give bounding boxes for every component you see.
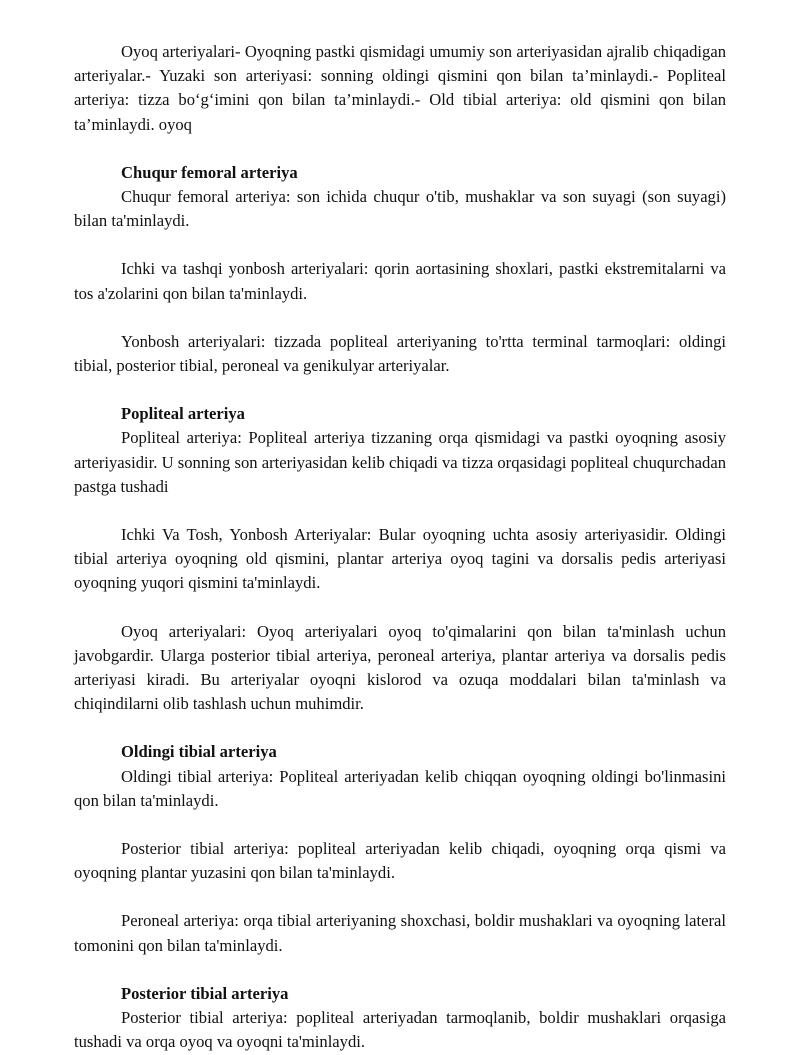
paragraph-oldingi-tibial: Oldingi tibial arteriya: Popliteal arteriyadan kelib chiqqan oyoqning oldingi bo'linmasini qon bilan ta'minlaydi. [74, 766, 726, 810]
heading-popliteal-arteriya: Popliteal arteriya [121, 404, 245, 424]
heading-chuqur-femoral-arteriya: Chuqur femoral arteriya [121, 162, 298, 182]
paragraph-ichki-tashqi-yonbosh: Ichki va tashqi yonbosh arteriyalari: qorin aortasining shoxlari, pastki ekstremitalarni va tos a'zolarini qon bilan ta'minlaydi. [74, 259, 726, 303]
paragraph-posterior-tibial: Posterior tibial arteriya: popliteal arteriyadan kelib chiqadi, oyoqning orqa qismi va oyoqning plantar yuzasini qon bilan ta'minlaydi. [74, 839, 726, 883]
paragraph-ichki-va-tosh: Ichki Va Tosh, Yonbosh Arteriyalar: Bular oyoqning uchta asosiy arteriyasidir. Oldingi tibial arteriya oyoqning old qismini, plantar arteriya oyoq tagini va dorsalis pedis arteriyasi oyoqning yuqori qismini ta'minlaydi. [74, 525, 726, 593]
paragraph-peroneal: Peroneal arteriya: orqa tibial arteriyaning shoxchasi, boldir mushaklari va oyoqning lateral tomonini qon bilan ta'minlaydi. [74, 911, 726, 955]
heading-posterior-tibial-arteriya: Posterior tibial arteriya [121, 983, 289, 1003]
paragraph-yonbosh-arteriyalari: Yonbosh arteriyalari: tizzada popliteal arteriyaning to'rtta terminal tarmoqlari: oldingi tibial, posterior tibial, peroneal va genikulyar arteriyalar. [74, 331, 726, 376]
document-page [74, 40, 726, 1055]
paragraph-chuqur-femoral: Chuqur femoral arteriya: son ichida chuqur o'tib, mushaklar va son suyagi (son suyagi) bilan ta'minlaydi. [74, 187, 726, 231]
paragraph-oyoq-arteriyalari: Oyoq arteriyalari: Oyoq arteriyalari oyoq to'qimalarini qon bilan ta'minlash uchun javobgardir. Ularga posterior tibial arteriya, peroneal arteriya, plantar arteriya va dorsalis pedis arteriyasi kiradi. Bu arteriyalar oyoqni kislorod va ozuqa moddalari bilan ta'minlash va chiqindilarni olib tashlash uchun muhimdir. [74, 621, 726, 714]
paragraph-posterior-tibial-detail: Posterior tibial arteriya: popliteal arteriyadan tarmoqlanib, boldir mushaklari orqasiga tushadi va orqa oyoq va oyoqni ta'minlaydi. [74, 1008, 726, 1052]
paragraph-popliteal: Popliteal arteriya: Popliteal arteriya tizzaning orqa qismidagi va pastki oyoqning asosiy arteriyasidir. U sonning son arteriyasidan kelib chiqadi va tizza orqasidagi popliteal chuqurchadan pastga tushadi [74, 428, 726, 496]
paragraph-oyoq-arteriyalari-intro: Oyoq arteriyalari- Oyoqning pastki qismidagi umumiy son arteriyasidan ajralib chiqadigan arteriyalar.- Yuzaki son arteriyasi: sonning oldingi qismini qon bilan ta’minlaydi.- Popliteal arteriya: tizza bo‘g‘imini qon bilan ta’minlaydi.- Old tibial arteriya: old qismini qon bilan ta’minlaydi. oyoq [74, 42, 726, 134]
heading-oldingi-tibial-arteriya: Oldingi tibial arteriya [121, 742, 277, 762]
